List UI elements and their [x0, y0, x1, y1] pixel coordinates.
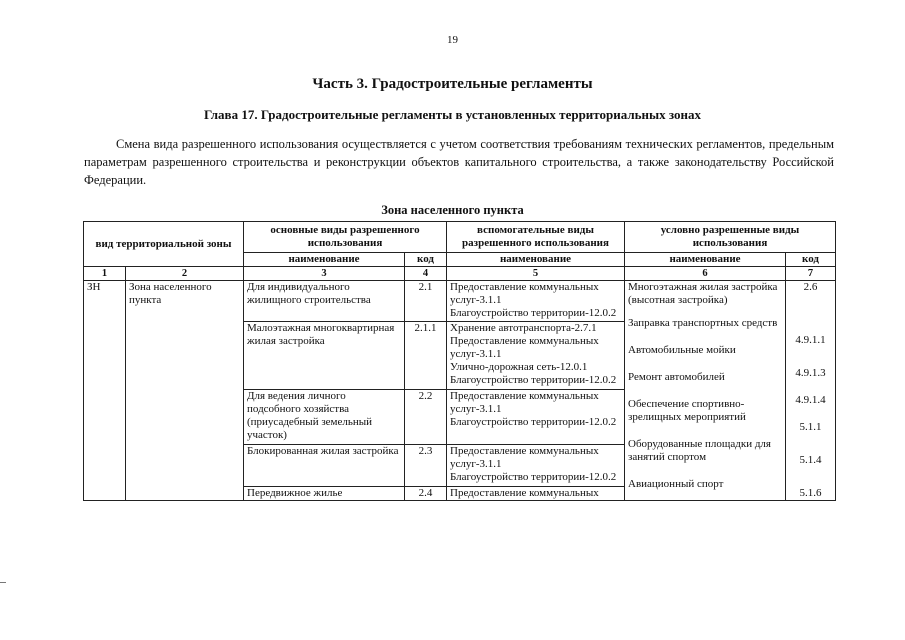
main-use-name: Блокированная жилая застройка	[244, 445, 405, 486]
col-number: 5	[447, 267, 625, 281]
header-row	[84, 222, 836, 253]
col-number: 7	[786, 267, 836, 281]
cond-use-code: 5.1.4	[799, 454, 822, 466]
aux-use-cell	[447, 486, 625, 500]
cond-use-name: Заправка транспортных средств	[628, 317, 778, 329]
col-number: 3	[244, 267, 405, 281]
conditional-names-cell	[625, 281, 786, 501]
aux-use-item: Предоставление коммунальных услуг-3.1.1	[450, 390, 599, 416]
main-use-name: Для ведения личного подсобного хозяйства (приусадебный земельный участок)	[244, 390, 405, 445]
page-number: 19	[447, 34, 458, 46]
header-main-name: наименование	[244, 253, 405, 267]
part-title: Часть 3. Градостроительные регламенты	[312, 76, 593, 92]
cond-use-name: Многоэтажная жилая застройка (высотная застройка)	[628, 281, 778, 306]
chapter-title: Глава 17. Градостроительные регламенты в установленных территориальных зонах	[203, 107, 702, 122]
cond-use-name: Авиационный спорт	[628, 478, 724, 490]
aux-use-cell	[447, 445, 625, 486]
aux-use-cell	[447, 390, 625, 445]
header-cond-code: код	[786, 253, 836, 267]
header-main-uses: основные виды разрешенного использования	[244, 222, 447, 253]
cond-use-code: 4.9.1.4	[795, 394, 826, 406]
intro-paragraph: Смена вида разрешенного использования осуществляется с учетом соответствия требованиям технических регламентов, предельным параметрам разрешенного строительства и реконструкции объектов капитального строительства, а также законодательству Российской Федерации.	[84, 137, 834, 187]
cond-use-code: 4.9.1.3	[795, 367, 826, 379]
regulations-table	[83, 221, 836, 501]
main-use-code: 2.3	[405, 445, 447, 486]
table-row	[84, 281, 836, 322]
aux-use-item: Улично-дорожная сеть-12.0.1	[450, 361, 588, 374]
header-cond-name: наименование	[625, 253, 786, 267]
zone-title: Зона населенного пункта	[381, 203, 524, 217]
aux-use-item: Благоустройство территории-12.0.2	[450, 374, 617, 387]
zone-code: ЗН	[84, 281, 126, 501]
conditional-codes-cell	[786, 281, 836, 501]
col-number: 6	[625, 267, 786, 281]
main-use-name: Малоэтажная многоквартирная жилая застройка	[244, 322, 405, 390]
aux-use-item: Хранение автотранспорта-2.7.1	[450, 322, 597, 335]
cond-use-code: 5.1.6	[799, 487, 822, 499]
main-use-code: 2.2	[405, 390, 447, 445]
header-main-code: код	[405, 253, 447, 267]
header-aux-uses: вспомогательные виды разрешенного использования	[447, 222, 625, 253]
cond-use-code: 4.9.1.1	[795, 334, 826, 346]
aux-use-cell	[447, 322, 625, 390]
aux-use-item: Благоустройство территории-12.0.2	[450, 307, 617, 319]
col-number: 4	[405, 267, 447, 281]
aux-use-cell	[447, 281, 625, 322]
aux-use-item: Предоставление коммунальных	[450, 486, 599, 499]
main-use-name: Для индивидуального жилищного строительства	[244, 281, 405, 322]
cond-use-code: 5.1.1	[799, 421, 822, 433]
main-use-code: 2.4	[405, 486, 447, 500]
zone-name: Зона населенного пункта	[126, 281, 244, 501]
main-use-name: Передвижное жилье	[244, 486, 405, 500]
cond-use-name: Автомобильные мойки	[628, 344, 736, 356]
aux-use-item: Предоставление коммунальных услуг-3.1.1	[450, 281, 599, 306]
column-number-row	[84, 267, 836, 281]
cond-use-name: Оборудованные площадки для занятий спортом	[628, 438, 771, 463]
aux-use-item: Благоустройство территории-12.0.2	[450, 416, 617, 429]
cond-use-code: 2.6	[803, 281, 818, 293]
margin-mark	[0, 582, 6, 583]
col-number: 2	[126, 267, 244, 281]
main-use-code: 2.1	[405, 281, 447, 322]
header-aux-name: наименование	[447, 253, 625, 267]
main-use-code: 2.1.1	[405, 322, 447, 390]
cond-use-name: Обеспечение спортивно-зрелищных мероприятий	[628, 398, 746, 423]
header-zone-type: вид территориальной зоны	[84, 222, 244, 267]
aux-use-item: Предоставление коммунальных услуг-3.1.1	[450, 335, 599, 361]
header-conditional-uses: условно разрешенные виды использования	[625, 222, 836, 253]
aux-use-item: Благоустройство территории-12.0.2	[450, 471, 617, 484]
col-number: 1	[84, 267, 126, 281]
aux-use-item: Предоставление коммунальных услуг-3.1.1	[450, 445, 599, 471]
cond-use-name: Ремонт автомобилей	[628, 371, 725, 383]
